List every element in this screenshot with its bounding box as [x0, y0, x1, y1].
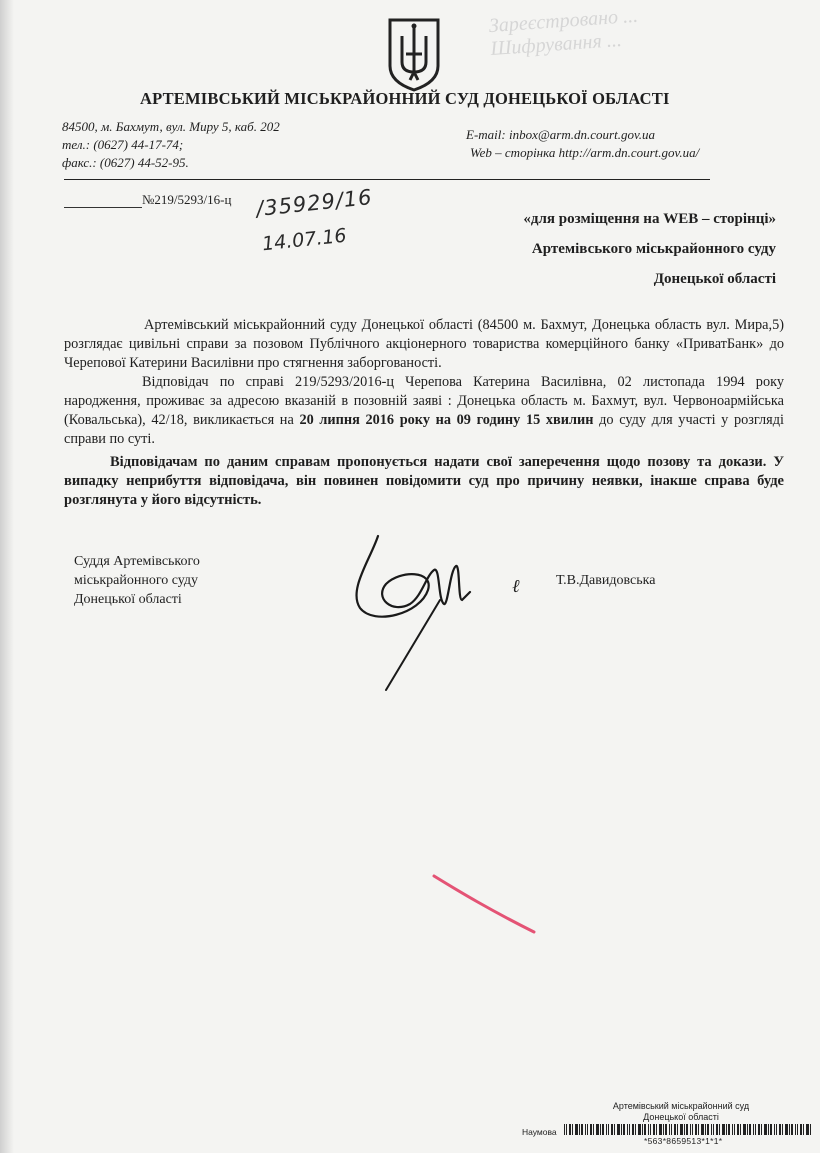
- barcode-bar: [602, 1124, 604, 1135]
- barcode-bar: [747, 1124, 748, 1135]
- paragraph-warning: Відповідачам по даним справам пропонується надати свої заперечення щодо позову та докази. У випадку неприбуття відповідача, він повинен повідомити суд про причину неявки, інакше справа буде розглянута у його відсутність.: [64, 454, 784, 508]
- judge-title: [74, 552, 200, 609]
- barcode-bar: [593, 1124, 594, 1135]
- barcode-bar: [732, 1124, 733, 1135]
- handwritten-date: 14.07.16: [261, 224, 348, 256]
- judge-title-line-3: Донецької області: [74, 592, 182, 607]
- barcode-bar: [734, 1124, 735, 1135]
- defendant-text: Відповідач по справі 219/5293/2016-ц Черепова Катерина Василівна, 02 листопада 1994 року народження, проживає за адресою вказаній в позовній заяві : Донецька область м. Бахмут, вул. Червоноармійська (Ковальська), 42/18, викликається на: [64, 374, 784, 428]
- barcode-bar: [713, 1124, 714, 1135]
- barcode-bar: [740, 1124, 741, 1135]
- outgoing-number: [64, 192, 231, 208]
- barcode-bar: [671, 1124, 672, 1135]
- barcode-bar: [795, 1124, 796, 1135]
- barcode-bar: [737, 1124, 739, 1135]
- barcode-bar: [653, 1124, 655, 1135]
- barcode-bar: [692, 1124, 693, 1135]
- barcode-bar: [606, 1124, 607, 1135]
- barcode-bar: [600, 1124, 601, 1135]
- hearing-datetime: 20 липня 2016 року на 09 годину 15 хвилин: [299, 412, 594, 428]
- barcode-bar: [768, 1124, 769, 1135]
- barcode-bar: [698, 1124, 699, 1135]
- footer-court: [606, 1101, 756, 1123]
- barcode-bar: [575, 1124, 578, 1135]
- footer-court-line-2: Донецької області: [643, 1112, 719, 1122]
- barcode-bar: [753, 1124, 754, 1135]
- barcode-bar: [656, 1124, 657, 1135]
- publication-note: [523, 204, 776, 294]
- barcode-bar: [638, 1124, 641, 1135]
- barcode-bar: [755, 1124, 756, 1135]
- barcode-bar: [797, 1124, 798, 1135]
- barcode-bar: [623, 1124, 625, 1135]
- barcode-bar: [566, 1124, 567, 1135]
- barcode-bar: [627, 1124, 628, 1135]
- barcode-bar: [614, 1124, 615, 1135]
- barcode-bar: [810, 1124, 811, 1135]
- web-line: Web – сторінка http://arm.dn.court.gov.ua/: [470, 145, 700, 160]
- barcode-bar: [791, 1124, 793, 1135]
- barcode-bar: [564, 1124, 565, 1135]
- publication-line-3: Донецької області: [653, 271, 776, 287]
- footer-court-line-1: Артемівський міськрайонний суд: [612, 1101, 750, 1111]
- barcode-bar: [803, 1124, 804, 1135]
- barcode-bar: [585, 1124, 586, 1135]
- barcode-bar: [707, 1124, 709, 1135]
- barcode-bar: [608, 1124, 609, 1135]
- contact-right: [466, 126, 699, 162]
- paragraph-case: Артемівський міськрайонний суду Донецької області (84500 м. Бахмут, Донецька область вул. Мира,5) розглядає цивільні справи за позовом Публічного акціонерного товариства комерційного банку «ПриватБанк» до Черепової Катерини Василівни про стягнення заборгованості.: [64, 317, 784, 371]
- barcode-bar: [680, 1124, 683, 1135]
- handwritten-reg-number: /35929/16: [255, 184, 374, 222]
- scan-edge-shadow: [0, 0, 14, 1153]
- barcode-bar: [705, 1124, 706, 1135]
- judge-title-line-2: міськрайонного суду: [74, 573, 199, 588]
- barcode-bar: [722, 1124, 725, 1135]
- barcode-bar: [743, 1124, 746, 1135]
- address-line: 84500, м. Бахмут, вул. Миру 5, каб. 202: [62, 119, 280, 134]
- barcode-bar: [776, 1124, 777, 1135]
- publication-line-1: «для розміщення на WEB – сторінці»: [523, 211, 776, 227]
- barcode-bar: [690, 1124, 691, 1135]
- defendant-text-end: до суду для участі у розгляді справи по суті.: [64, 412, 785, 447]
- barcode-bar: [761, 1124, 762, 1135]
- court-name: АРТЕМІВСЬКИЙ МІСЬКРАЙОННИЙ СУД ДОНЕЦЬКОЇ ОБЛАСТІ: [140, 89, 670, 108]
- barcode-bar: [716, 1124, 718, 1135]
- barcode-bar: [579, 1124, 580, 1135]
- barcode-bar: [774, 1124, 775, 1135]
- barcode: [564, 1124, 814, 1135]
- barcode-bar: [758, 1124, 760, 1135]
- signature-mark: ℓ: [512, 576, 520, 596]
- paragraph-defendant: [64, 373, 784, 449]
- barcode-bar: [785, 1124, 788, 1135]
- barcode-bar: [596, 1124, 599, 1135]
- barcode-bar: [677, 1124, 678, 1135]
- handwritten-signature: [330, 530, 480, 700]
- barcode-bar: [686, 1124, 688, 1135]
- faded-stamp: Зареєстровано ... Шифрування ...: [488, 4, 639, 61]
- barcode-bar: [663, 1124, 664, 1135]
- phone-line: тел.: (0627) 44-17-74;: [62, 137, 184, 152]
- barcode-bar: [621, 1124, 622, 1135]
- barcode-bar: [806, 1124, 809, 1135]
- header-divider: [64, 179, 710, 180]
- coat-of-arms-icon: [384, 14, 444, 94]
- barcode-bar: [728, 1124, 730, 1135]
- red-pen-mark: [430, 870, 540, 940]
- judge-name: Т.В.Давидовська: [556, 573, 656, 588]
- barcode-bar: [629, 1124, 630, 1135]
- barcode-bar: [632, 1124, 634, 1135]
- barcode-bar: [587, 1124, 588, 1135]
- barcode-bar: [711, 1124, 712, 1135]
- barcode-bar: [764, 1124, 767, 1135]
- barcode-bar: [789, 1124, 790, 1135]
- barcode-bar: [779, 1124, 781, 1135]
- barcode-bar: [581, 1124, 583, 1135]
- barcode-bar: [569, 1124, 571, 1135]
- barcode-bar: [701, 1124, 704, 1135]
- notice-body: [64, 316, 784, 510]
- barcode-bar: [695, 1124, 697, 1135]
- number-blank-line: [64, 195, 142, 208]
- publication-line-2: Артемівського міськрайонного суду: [531, 241, 776, 257]
- barcode-bar: [572, 1124, 573, 1135]
- barcode-bar: [650, 1124, 651, 1135]
- barcode-bar: [684, 1124, 685, 1135]
- barcode-bar: [648, 1124, 649, 1135]
- barcode-text: *563*8659513*1*1*: [644, 1136, 723, 1146]
- barcode-bar: [659, 1124, 662, 1135]
- barcode-bar: [782, 1124, 783, 1135]
- barcode-bar: [635, 1124, 636, 1135]
- barcode-bar: [669, 1124, 670, 1135]
- footer-clerk-name: Наумова: [522, 1127, 557, 1137]
- barcode-bar: [590, 1124, 592, 1135]
- outgoing-number-text: №219/5293/16-ц: [142, 192, 232, 207]
- contact-left: [62, 118, 280, 172]
- fax-line: факс.: (0627) 44-52-95.: [62, 155, 189, 170]
- barcode-bar: [726, 1124, 727, 1135]
- barcode-bar: [770, 1124, 772, 1135]
- email-line: E-mail: inbox@arm.dn.court.gov.ua: [466, 127, 655, 142]
- barcode-bar: [800, 1124, 802, 1135]
- barcode-bar: [665, 1124, 667, 1135]
- barcode-bar: [642, 1124, 643, 1135]
- barcode-bar: [644, 1124, 646, 1135]
- barcode-bar: [617, 1124, 620, 1135]
- barcode-bar: [719, 1124, 720, 1135]
- barcode-bar: [674, 1124, 676, 1135]
- barcode-bar: [611, 1124, 613, 1135]
- barcode-bar: [749, 1124, 751, 1135]
- judge-title-line-1: Суддя Артемівського: [74, 554, 200, 569]
